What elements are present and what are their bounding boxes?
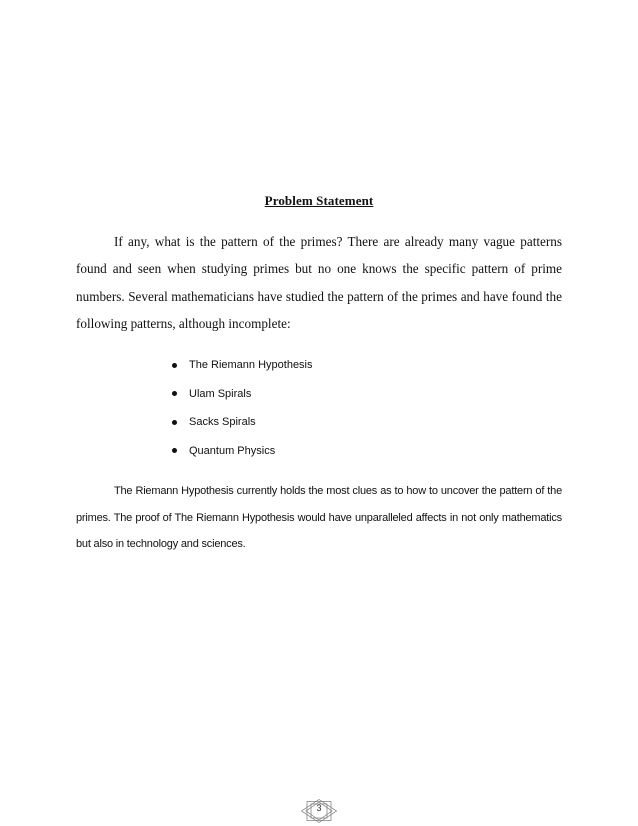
list-item (172, 414, 313, 443)
page-number: 3 (316, 803, 322, 813)
list-item-label: Sacks Spirals (189, 416, 256, 428)
list-item (172, 386, 313, 415)
list-item-label: The Riemann Hypothesis (189, 359, 313, 371)
list-item-label: Ulam Spirals (189, 387, 252, 400)
pattern-list (172, 357, 313, 471)
bullet-dot-icon (172, 391, 177, 396)
bullet-dot-icon (172, 363, 177, 368)
list-item (172, 357, 313, 386)
intro-paragraph: If any, what is the pattern of the primes? There are already many vague patterns found and seen when studying primes but no one knows the specific pattern of prime numbers. Several mathematicians have studied the pattern of the primes and have found the following patterns, although incomplete: (76, 234, 562, 331)
list-item-label: Quantum Physics (189, 444, 276, 457)
bullet-dot-icon (172, 448, 177, 453)
conclusion-paragraph: The Riemann Hypothesis currently holds the most clues as to how to uncover the pattern of the primes. The proof of The Riemann Hypothesis would have unparalleled affects in not only mathematics but also in technology and sciences. (76, 485, 562, 550)
list-item (172, 443, 313, 472)
bullet-dot-icon (172, 420, 177, 425)
page-number-badge (301, 799, 337, 823)
section-title: Problem Statement (264, 193, 374, 208)
